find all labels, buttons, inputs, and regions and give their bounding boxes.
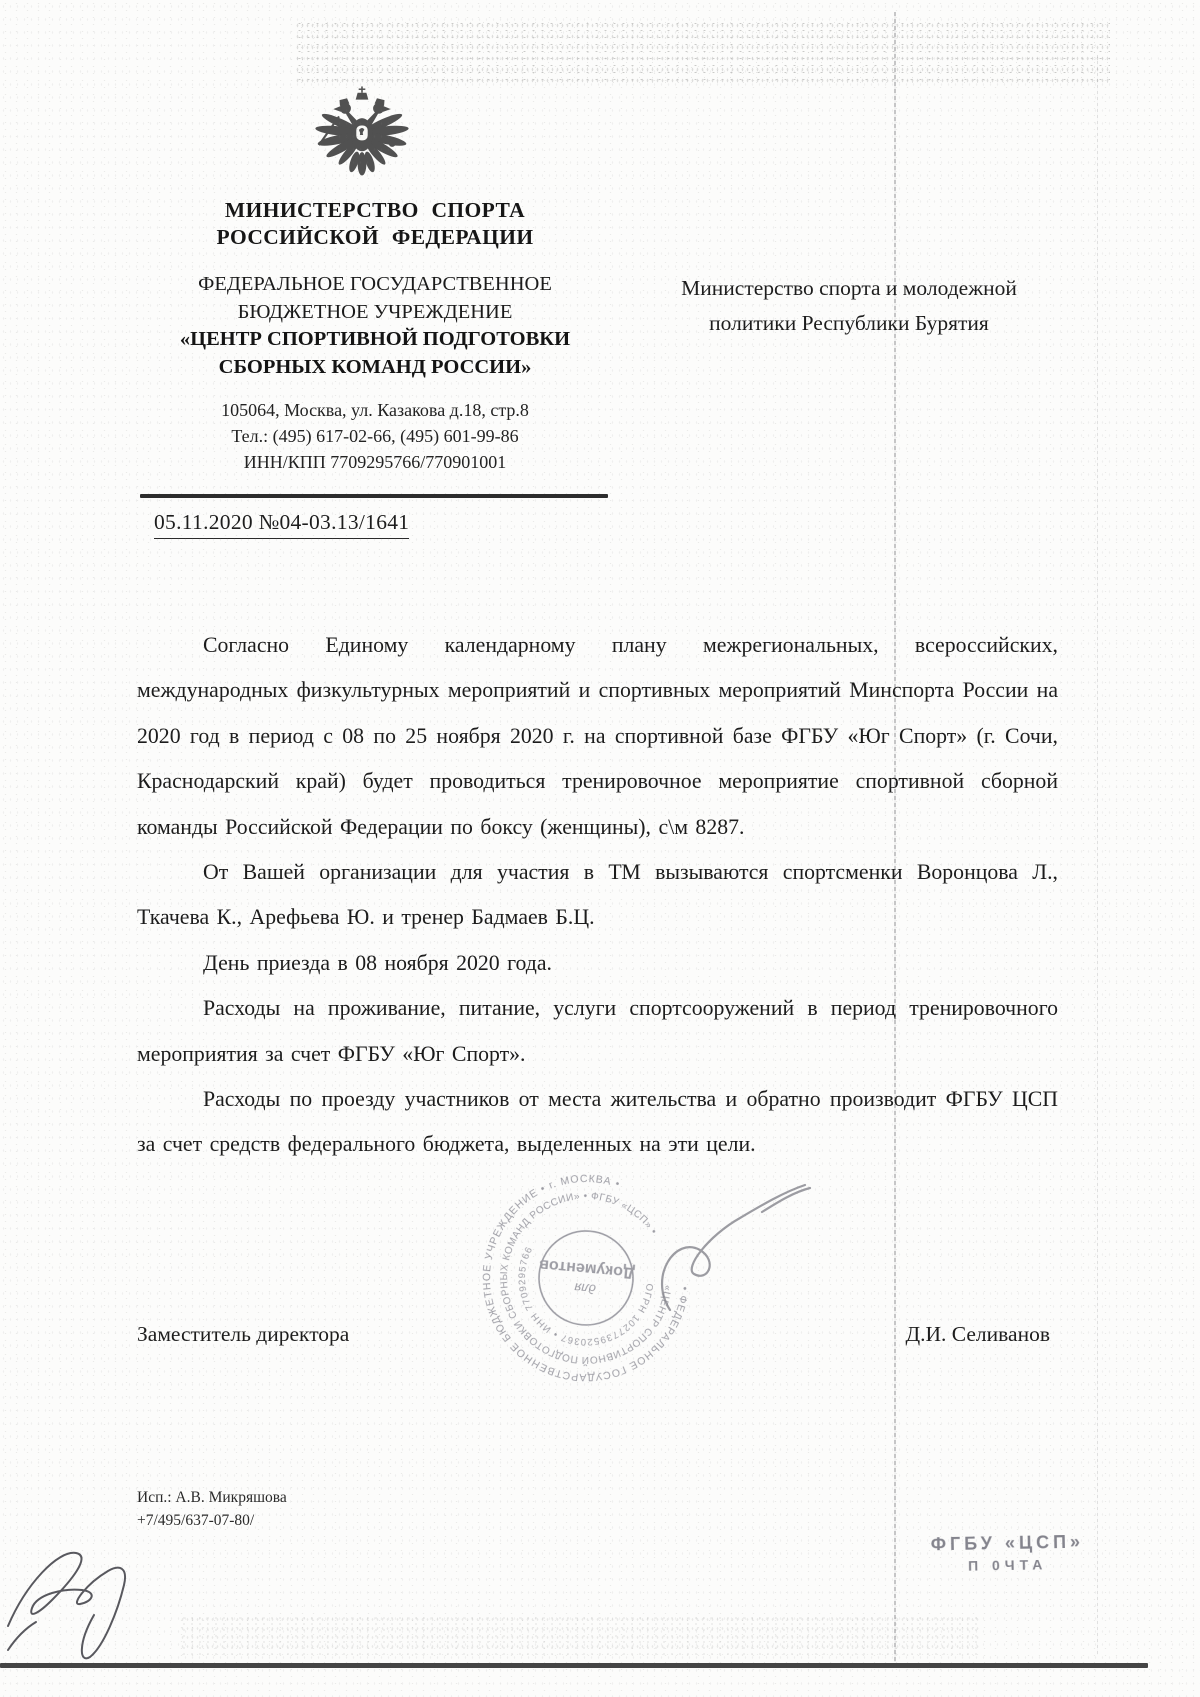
letter-body xyxy=(137,623,1058,1168)
recipient-line1: Министерство спорта и молодежной xyxy=(681,276,1017,300)
paragraph-travel-costs: Расходы по проезду участников от места жительства и обратно производит ФГБУ ЦСП за счет средств федерального бюджета, выделенных на эти цели. xyxy=(137,1087,1058,1157)
stamp-middle-ring-text: «ЦЕНТР СПОРТИВНОЙ ПОДГОТОВКИ СБОРНЫХ КОМАНД РОССИИ» • ФГБУ «ЦСП» • xyxy=(498,1190,673,1366)
phone-numbers: Тел.: (495) 617-02-66, (495) 601-99-86 xyxy=(231,426,519,446)
org-name-line2: БЮДЖЕТНОЕ УЧРЕЖДЕНИЕ xyxy=(237,300,513,323)
org-name-line1: ФЕДЕРАЛЬНОЕ ГОСУДАРСТВЕННОЕ xyxy=(198,273,552,295)
paragraph-athletes: От Вашей организации для участия в ТМ вызываются спортсменки Воронцова Л., Ткачева К., Арефьева Ю. и тренер Бадмаев Б.Ц. xyxy=(137,860,1058,930)
scan-noise-band-bottom xyxy=(180,1615,980,1655)
scan-artifact-vertical-line-2 xyxy=(1097,55,1098,1655)
paragraph-schedule: Согласно Единому календарному плану межрегиональных, всероссийских, международных физкультурных мероприятий и спортивных мероприятий Минспорта России на 2020 год в период с 08 по 25 ноября 2020 г. на спортивной базе ФГБУ «Юг Спорт» (г. Сочи, Краснодарский край) будет проводиться тренировочное мероприятие спортивной сборной команды Российской Федерации по боксу (женщины), с\м 8287. xyxy=(137,633,1058,839)
signer-name: Д.И. Селиванов xyxy=(905,1322,1050,1346)
letterhead-divider-line xyxy=(140,494,608,498)
contact-block xyxy=(140,397,610,475)
executor-phone: +7/495/637-07-80/ xyxy=(137,1512,255,1529)
postal-address: 105064, Москва, ул. Казакова д.18, стр.8 xyxy=(221,400,529,420)
outgoing-date-and-number: 05.11.2020 №04-03.13/1641 xyxy=(154,510,409,539)
recipient-line2: политики Республики Бурятия xyxy=(709,310,989,335)
pencil-signature xyxy=(6,1540,186,1668)
stamp-center-word1: для xyxy=(573,1280,597,1297)
ministry-name-line2: РОССИЙСКОЙ ФЕДЕРАЦИИ xyxy=(216,225,534,249)
executor-name: Исп.: А.В. Микряшова xyxy=(137,1489,287,1506)
receipt-stamp-org: ФГБУ «ЦСП» xyxy=(930,1531,1085,1555)
pen-signature xyxy=(642,1178,817,1328)
letterhead xyxy=(140,197,610,475)
receipt-stamp xyxy=(900,1531,1116,1575)
stamp-outer-ring-text: • ФЕДЕРАЛЬНОЕ ГОСУДАРСТВЕННОЕ БЮДЖЕТНОЕ УЧРЕЖДЕНИЕ • г. МОСКВА • xyxy=(480,1172,691,1384)
executor-block xyxy=(137,1486,287,1532)
paragraph-accommodation: Расходы на проживание, питание, услуги спортсооружений в период тренировочного мероприятия за счет ФГБУ «Юг Спорт». xyxy=(137,996,1058,1066)
recipient-block xyxy=(608,271,1090,340)
inn-kpp: ИНН/КПП 7709295766/770901001 xyxy=(243,452,507,472)
ministry-name-line1: МИНИСТЕРСТВО СПОРТА xyxy=(224,198,526,222)
org-name-line4: СБОРНЫХ КОМАНД РОССИИ» xyxy=(218,355,532,378)
org-name-line3: «ЦЕНТР СПОРТИВНОЙ ПОДГОТОВКИ xyxy=(179,328,571,350)
stamp-center-word2: Документов xyxy=(538,1255,636,1282)
paragraph-arrival: День приезда в 08 ноября 2020 года. xyxy=(203,950,553,975)
scan-bottom-edge-line xyxy=(0,1663,1148,1668)
scan-noise-band-top xyxy=(295,20,1110,86)
signer-title: Заместитель директора xyxy=(137,1322,350,1346)
receipt-stamp-note: П 0ЧТА xyxy=(967,1556,1048,1574)
stamp-inner-ring-text: ОГРН 1027739520367 • ИНН 7709295766 xyxy=(516,1244,655,1348)
organization-name xyxy=(140,271,610,381)
coat-of-arms-icon xyxy=(303,84,421,196)
